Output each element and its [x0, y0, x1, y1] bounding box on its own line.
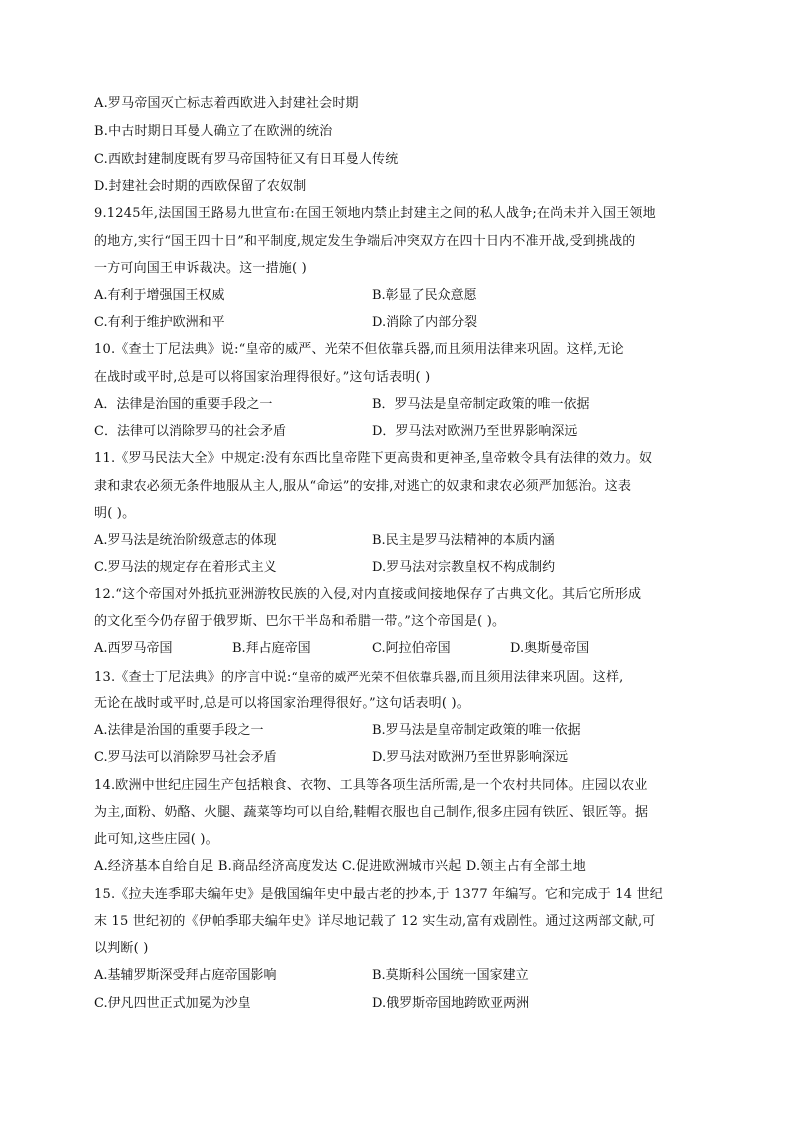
q10-option-a: A．法律是治国的重要手段之一: [94, 397, 273, 412]
q13-stem-line2: 无论在战时或平时,总是可以将国家治理得很好。”这句话表明( )。: [94, 696, 470, 711]
q13-option-a: A.法律是治国的重要手段之一: [94, 723, 264, 738]
q11-option-c: C.罗马法的规定存在着形式主义: [94, 560, 277, 575]
q9-stem-line2: 的地方,实行“国王四十日”和平制度,规定发生争端后冲突双方在四十日内不准开战,受到挑战的: [94, 234, 636, 249]
q12-stem-line1: 12.“这个帝国对外抵抗亚洲游牧民族的入侵,对内直接或间接地保存了古典文化。其后它所形成: [94, 587, 642, 602]
q15-option-d: D.俄罗斯帝国地跨欧亚两洲: [372, 996, 530, 1011]
q15-stem-line1: 15.《拉夫连季耶夫编年史》是俄国编年史中最古老的抄本,于 1377 年编写。它和完成于 14 世纪: [94, 887, 663, 902]
q10-stem-line2: 在战时或平时,总是可以将国家治理得很好。”这句话表明( ): [94, 370, 431, 385]
q8-option-c: C.西欧封建制度既有罗马帝国特征又有日耳曼人传统: [94, 152, 399, 167]
q12-option-b: B.拜占庭帝国: [232, 641, 311, 656]
q15-stem-line3: 以判断( ): [94, 941, 149, 956]
q15-stem-line2: 末 15 世纪初的《伊帕季耶夫编年史》详尽地记载了 12 实生动,富有戏剧性。通过这两部文献,可: [94, 914, 656, 929]
q8-option-d: D.封建社会时期的西欧保留了农奴制: [94, 179, 307, 194]
q10-option-d: D．罗马法对欧洲乃至世界影响深远: [372, 424, 578, 439]
q13-stem-line1-part1: 13.《查士丁尼法典》的序言中说:: [94, 670, 292, 685]
q9-option-b: B.彰显了民众意愿: [372, 288, 477, 303]
q11-option-a: A.罗马法是统治阶级意志的体现: [94, 533, 277, 548]
q14-stem-line3: 此可知,这些庄园( )。: [94, 832, 219, 847]
q9-stem-line3: 一方可向国王申诉裁决。这一措施( ): [94, 261, 307, 276]
q11-stem-line1: 11.《罗马民法大全》中规定:没有东西比皇帝陛下更高贵和更神圣,皇帝敕令具有法律的效力。奴: [94, 451, 653, 466]
q9-stem-line1: 9.1245年,法国国王路易九世宣布:在国王领地内禁止封建主之间的私人战争;在尚未并入国王领地: [94, 206, 656, 221]
q15-option-c: C.伊凡四世正式加冕为沙皇: [94, 996, 251, 1011]
q14-stem-line2: 为主,面粉、奶酪、火腿、蔬菜等均可以自给,鞋帽衣服也自己制作,很多庄园有铁匠、银匠等。据: [94, 805, 649, 820]
q12-option-c: C.阿拉伯帝国: [372, 641, 451, 656]
q13-stem-line1: [94, 667, 623, 688]
q10-option-b: B．罗马法是皇帝制定政策的唯一依据: [372, 397, 590, 412]
q15-option-a: A.基辅罗斯深受拜占庭帝国影响: [94, 968, 277, 983]
q13-stem-line1-quote: “皇帝的威严光荣不但依靠兵器: [291, 670, 457, 684]
q10-option-c: C．法律可以消除罗马的社会矛盾: [94, 424, 286, 439]
q13-option-c: C.罗马法可以消除罗马社会矛盾: [94, 750, 277, 765]
q11-stem-line2: 隶和隶农必须无条件地服从主人,服从“命运”的安排,对逃亡的奴隶和隶农必须严加惩治。这表: [94, 479, 632, 494]
q13-option-d: D.罗马法对欧洲乃至世界影响深远: [372, 750, 569, 765]
q11-option-b: B.民主是罗马法精神的本质内涵: [372, 533, 555, 548]
q9-option-d: D.消除了内部分裂: [372, 315, 478, 330]
q13-stem-line1-part3: ,而且须用法律来巩固。这样,: [456, 670, 624, 685]
q10-stem-line1: 10.《查士丁尼法典》说:“皇帝的威严、光荣不但依靠兵器,而且须用法律来巩固。这样,无论: [94, 342, 624, 357]
q15-option-b: B.莫斯科公国统一国家建立: [372, 968, 529, 983]
q8-option-b: B.中古时期日耳曼人确立了在欧洲的统治: [94, 124, 333, 139]
q9-option-a: A.有利于增强国王权威: [94, 288, 225, 303]
q11-stem-line3: 明( )。: [94, 506, 136, 521]
q12-option-a: A.西罗马帝国: [94, 641, 173, 656]
q14-options: A.经济基本自给自足 B.商品经济高度发达 C.促进欧洲城市兴起 D.领主占有全部土地: [94, 859, 586, 874]
q8-option-a: A.罗马帝国灭亡标志着西欧进入封建社会时期: [94, 96, 359, 111]
q12-stem-line2: 的文化至今仍存留于俄罗斯、巴尔干半岛和希腊一带。”这个帝国是( )。: [94, 614, 506, 629]
q13-option-b: B.罗马法是皇帝制定政策的唯一依据: [372, 723, 581, 738]
q11-option-d: D.罗马法对宗教皇权不构成制约: [372, 560, 556, 575]
q12-option-d: D.奥斯曼帝国: [510, 641, 590, 656]
q14-stem-line1: 14.欧洲中世纪庄园生产包括粮食、衣物、工具等各项生活所需,是一个农村共同体。庄园以农业: [94, 778, 648, 793]
q9-option-c: C.有利于维护欧洲和平: [94, 315, 225, 330]
